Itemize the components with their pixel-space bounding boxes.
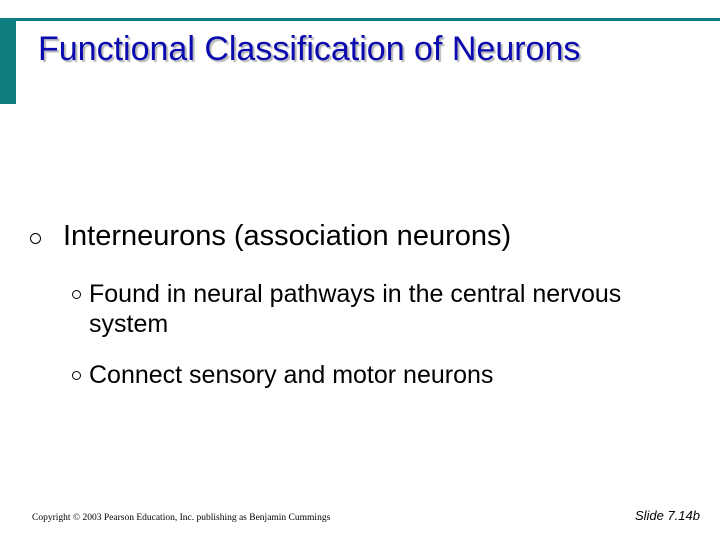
accent-bar-left — [0, 18, 16, 104]
slide-title: Functional Classification of Neurons — [38, 30, 581, 68]
accent-bar-top — [16, 18, 720, 21]
slide-number: Slide 7.14b — [634, 508, 700, 523]
sub-bullet-item — [72, 360, 629, 390]
bullet-dot-icon — [30, 233, 41, 244]
sub-bullet-item — [72, 279, 629, 339]
bullet-text: Interneurons (association neurons) — [63, 220, 512, 252]
bullet-item — [30, 220, 511, 253]
sub-bullet-dot-icon — [72, 290, 81, 299]
sub-bullet-text: Found in neural pathways in the central nervous system — [89, 280, 622, 338]
sub-bullet-text: Connect sensory and motor neurons — [89, 361, 494, 389]
copyright-notice: Copyright © 2003 Pearson Education, Inc. publishing as Benjamin Cummings — [32, 513, 331, 523]
sub-bullet-dot-icon — [72, 371, 81, 380]
